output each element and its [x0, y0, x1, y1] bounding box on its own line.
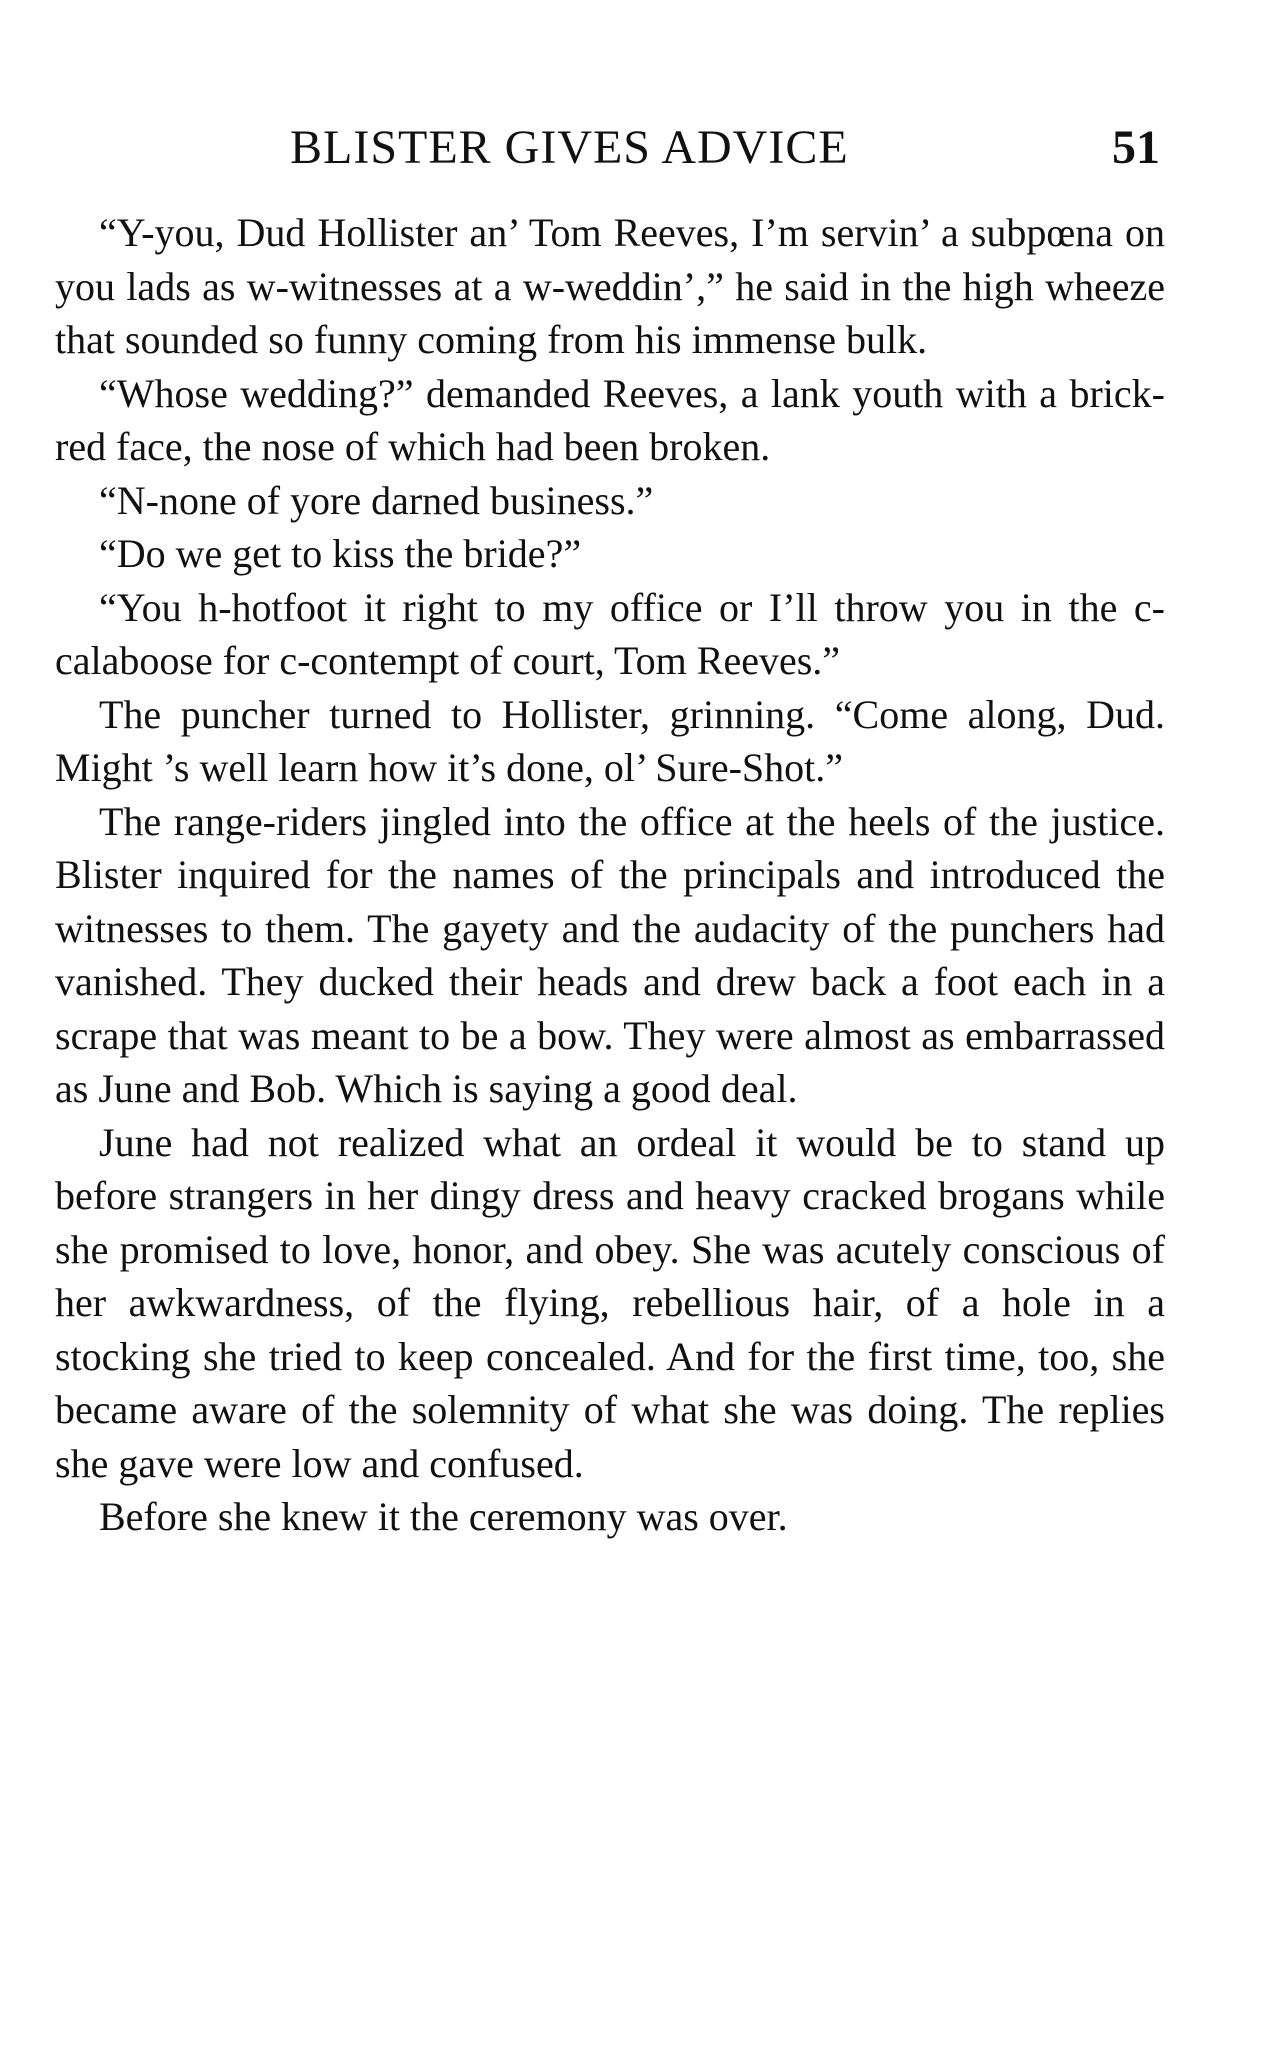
page-number: 51: [1112, 121, 1160, 174]
body-text: [55, 206, 1165, 1544]
paragraph: June had not realized what an ordeal it would be to stand up before strangers in her dingy dress and heavy cracked brogans while she promised to love, honor, and obey. She was acutely conscious of her awkwardness, of the flying, rebellious hair, of a hole in a stocking she tried to keep concealed. And for the first time, too, she became aware of the solemnity of what she was doing. The replies she gave were low and confused.: [55, 1119, 1165, 1486]
paragraph: “Whose wedding?” demanded Reeves, a lank youth with a brick-red face, the nose of which had been broken.: [55, 370, 1165, 469]
paragraph: “You h-hotfoot it right to my office or I’ll throw you in the c-calaboose for c-contempt of court, Tom Reeves.”: [55, 584, 1165, 683]
paragraph: “Do we get to kiss the bride?”: [99, 531, 582, 576]
paragraph: The range-riders jingled into the office at the heels of the justice. Blister inquired for the names of the principals and introduced the witnesses to them. The gayety and the audacity of the punchers had vanished. They ducked their heads and drew back a foot each in a scrape that was meant to be a bow. They were almost as embarrassed as June and Bob. Which is saying a good deal.: [55, 798, 1165, 1111]
paragraph: Before she knew it the ceremony was over.: [99, 1494, 788, 1539]
chapter-title: BLISTER GIVES ADVICE: [290, 121, 849, 174]
paragraph: “N-none of yore darned business.”: [99, 477, 654, 523]
paragraph: The puncher turned to Hollister, grinning. “Come along, Dud. Might ’s well learn how it’s done, ol’ Sure-Shot.”: [55, 691, 1165, 790]
paragraph: “Y-you, Dud Hollister an’ Tom Reeves, I’m servin’ a subpœna on you lads as w-witnesses at a w-weddin’,” he said in the high wheeze that sounded so funny coming from his immense bulk.: [55, 210, 1165, 362]
running-head: [290, 118, 1160, 178]
